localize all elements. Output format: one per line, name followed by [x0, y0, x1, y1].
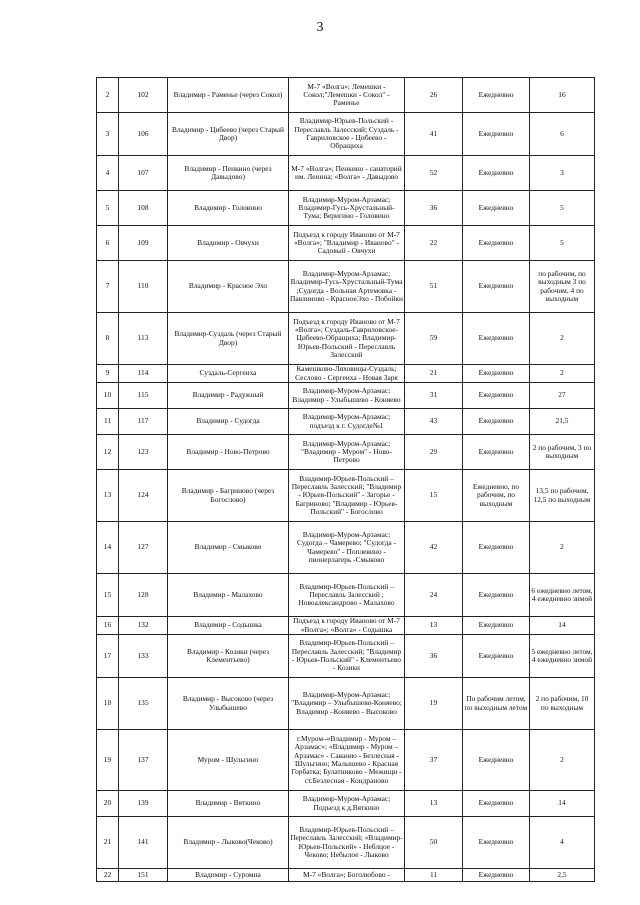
cell-length: 41 [405, 113, 463, 156]
cell-route-path: Владимир-Муром-Арзамас; "Владимир - Муром" - Ново-Петрово [289, 435, 405, 470]
cell-route-path: Владимир-Муром-Арзамас; Владимир - Улыбышево - Коняево [289, 383, 405, 409]
cell-route-name: Владимир - Суромна [168, 869, 289, 882]
cell-route-name: Владимир - Козики (через Клементьево) [168, 635, 289, 678]
cell-schedule: Ежедневно [463, 365, 530, 383]
cell-trips: 21,5 [530, 409, 595, 435]
cell-route-path: Владимир-Муром-Арзамас; Владимир-Гусь-Хрустальный-Тума ;Судогда - Вольная Артемовка - Павлиново - КрасноеЭхо - Побойки [289, 261, 405, 313]
cell-number: 10 [97, 383, 119, 409]
table-row [97, 113, 595, 156]
cell-route-path: М-7 «Волга»; Боголюбово - [289, 869, 405, 882]
cell-number: 19 [97, 730, 119, 791]
table-row [97, 261, 595, 313]
cell-trips: 2,5 [530, 869, 595, 882]
cell-trips: 14 [530, 791, 595, 817]
cell-number: 17 [97, 635, 119, 678]
cell-route-number: 151 [119, 869, 168, 882]
cell-schedule: Ежедневно [463, 191, 530, 226]
cell-length: 59 [405, 313, 463, 365]
cell-route-path: Владимир-Муром-Арзамас; Владимир-Гусь-Хрустальный-Тума; Веригино - Головино [289, 191, 405, 226]
cell-length: 43 [405, 409, 463, 435]
cell-route-name: Муром - Шульгино [168, 730, 289, 791]
cell-route-name: Владимир - Лыково(Чеково) [168, 817, 289, 869]
cell-trips: 27 [530, 383, 595, 409]
cell-length: 24 [405, 574, 463, 617]
cell-route-number: 127 [119, 522, 168, 574]
cell-route-number: 107 [119, 156, 168, 191]
cell-number: 9 [97, 365, 119, 383]
cell-route-name: Владимир - Пенкино (через Давыдово) [168, 156, 289, 191]
cell-length: 31 [405, 383, 463, 409]
table-row [97, 730, 595, 791]
table-row [97, 191, 595, 226]
cell-trips: по рабочим, по выходным 3 по рабочим, 4 по выходным [530, 261, 595, 313]
cell-route-path: Камешково-Ляховицы-Суздаль; Сеслово - Сергеиха - Новая Заря [289, 365, 405, 383]
cell-length: 13 [405, 791, 463, 817]
cell-number: 21 [97, 817, 119, 869]
table-row [97, 635, 595, 678]
cell-route-name: Владимир - Вяткино [168, 791, 289, 817]
cell-length: 19 [405, 678, 463, 730]
cell-schedule: Ежедневно [463, 791, 530, 817]
cell-route-number: 132 [119, 617, 168, 635]
cell-number: 18 [97, 678, 119, 730]
cell-trips: 2 по рабочим, 3 по выходным [530, 435, 595, 470]
table-row [97, 78, 595, 113]
table-row [97, 409, 595, 435]
cell-trips: 2 [530, 522, 595, 574]
cell-route-name: Суздаль-Сергеиха [168, 365, 289, 383]
cell-trips: 5 ежедневно летом, 4 ежедневно зимой [530, 635, 595, 678]
cell-route-number: 139 [119, 791, 168, 817]
page-number: 3 [316, 20, 324, 35]
cell-length: 15 [405, 470, 463, 522]
cell-number: 6 [97, 226, 119, 261]
cell-route-path: Подъезд к городу Иваново от М-7 «Волга»; "Владимир - Иваново" - Садовый - Овчухи [289, 226, 405, 261]
cell-trips: 4 [530, 817, 595, 869]
cell-trips: 3 [530, 156, 595, 191]
routes-table-body [97, 78, 595, 882]
cell-length: 42 [405, 522, 463, 574]
table-row [97, 791, 595, 817]
cell-trips: 2 [530, 313, 595, 365]
cell-route-name: Владимир - Красное Эхо [168, 261, 289, 313]
cell-number: 14 [97, 522, 119, 574]
cell-route-number: 124 [119, 470, 168, 522]
cell-route-name: Владимир - Овчухи [168, 226, 289, 261]
table-row [97, 365, 595, 383]
cell-length: 36 [405, 191, 463, 226]
table-row [97, 574, 595, 617]
table-row [97, 678, 595, 730]
cell-trips: 13,5 по рабочим, 12,5 по выходным [530, 470, 595, 522]
cell-length: 21 [405, 365, 463, 383]
cell-length: 22 [405, 226, 463, 261]
cell-number: 3 [97, 113, 119, 156]
cell-route-path: Владимир-Юрьев-Польский – Переславль Залесский; "Владимир - Юрьев-Польский" - Загорье - Багриново; "Владимир - Юрьев-Польский" - Богослово [289, 470, 405, 522]
cell-route-number: 114 [119, 365, 168, 383]
cell-trips: 14 [530, 617, 595, 635]
table-row [97, 617, 595, 635]
cell-trips: 2 по рабочим, 10 по выходным [530, 678, 595, 730]
cell-route-name: Владимир - Содышка [168, 617, 289, 635]
cell-route-path: Подъезд к городу Иваново от М-7 «Волга»; Суздаль-Гавриловское-Цибеево-Обращиха; Владимир-Юрьев-Польский - Переславль Залесский [289, 313, 405, 365]
cell-route-number: 141 [119, 817, 168, 869]
cell-schedule: Ежедневно [463, 261, 530, 313]
cell-schedule: Ежедневно [463, 635, 530, 678]
table-row [97, 383, 595, 409]
cell-schedule: Ежедневно, по рабочим, по выходным [463, 470, 530, 522]
cell-route-name: Владимир - Судогда [168, 409, 289, 435]
cell-schedule: По рабочим летом, по выходным летом [463, 678, 530, 730]
cell-route-name: Владимир - Малахово [168, 574, 289, 617]
cell-route-name: Владимир - Ново-Петрово [168, 435, 289, 470]
cell-route-number: 109 [119, 226, 168, 261]
cell-trips: 5 [530, 191, 595, 226]
cell-number: 20 [97, 791, 119, 817]
cell-length: 37 [405, 730, 463, 791]
cell-route-number: 110 [119, 261, 168, 313]
cell-route-number: 133 [119, 635, 168, 678]
cell-route-number: 117 [119, 409, 168, 435]
cell-schedule: Ежедневно [463, 435, 530, 470]
cell-length: 51 [405, 261, 463, 313]
cell-trips: 6 ежедневно летом, 4 ежедневно зимой [530, 574, 595, 617]
cell-length: 36 [405, 635, 463, 678]
cell-number: 11 [97, 409, 119, 435]
cell-schedule: Ежедневно [463, 313, 530, 365]
cell-route-name: Владимир - Багриново (через Богослово) [168, 470, 289, 522]
cell-route-path: Владимир-Муром-Арзамас; "Владимир – Улыбышево-Коняево; Владимир –Коняево - Высоково [289, 678, 405, 730]
cell-route-name: Владимир - Цибеево (через Старый Двор) [168, 113, 289, 156]
cell-trips: 16 [530, 78, 595, 113]
cell-route-number: 106 [119, 113, 168, 156]
cell-route-path: Владимир-Юрьев-Польский – Переславль Залесский; «Владимир-Юрьев-Польский» - Неблцое - Чеково; Небылое - Лыково [289, 817, 405, 869]
cell-trips: 5 [530, 226, 595, 261]
cell-route-number: 113 [119, 313, 168, 365]
cell-schedule: Ежедневно [463, 617, 530, 635]
cell-route-name: Владимир - Радужный [168, 383, 289, 409]
cell-trips: 2 [530, 730, 595, 791]
cell-route-name: Владимир - Головино [168, 191, 289, 226]
cell-schedule: Ежедневно [463, 409, 530, 435]
table-row [97, 435, 595, 470]
cell-number: 12 [97, 435, 119, 470]
cell-route-number: 108 [119, 191, 168, 226]
cell-trips: 6 [530, 113, 595, 156]
cell-number: 5 [97, 191, 119, 226]
cell-number: 8 [97, 313, 119, 365]
cell-number: 16 [97, 617, 119, 635]
cell-number: 4 [97, 156, 119, 191]
cell-number: 22 [97, 869, 119, 882]
cell-schedule: Ежедневно [463, 156, 530, 191]
cell-route-number: 115 [119, 383, 168, 409]
table-row [97, 226, 595, 261]
cell-length: 50 [405, 817, 463, 869]
cell-number: 13 [97, 470, 119, 522]
cell-length: 13 [405, 617, 463, 635]
cell-number: 2 [97, 78, 119, 113]
cell-length: 26 [405, 78, 463, 113]
cell-route-path: Владимир-Муром-Арзамас; Подъезд к д.Вяткино [289, 791, 405, 817]
cell-route-path: Подъезд к городу Иваново от М-7 «Волга»; «Волга» - Содышка [289, 617, 405, 635]
cell-schedule: Ежедневно [463, 730, 530, 791]
cell-schedule: Ежедневно [463, 869, 530, 882]
cell-schedule: Ежедневно [463, 817, 530, 869]
cell-route-number: 137 [119, 730, 168, 791]
cell-route-name: Владимир - Смыково [168, 522, 289, 574]
cell-route-path: Владимир-Муром-Арзамас; Судогда – Чамерево; "Судогда - Чамерево" - Поплевино - пионерлагерь -Смыково [289, 522, 405, 574]
table-row [97, 313, 595, 365]
routes-table [96, 77, 595, 882]
cell-route-name: Владимир-Суздаль (через Старый Двор) [168, 313, 289, 365]
cell-schedule: Ежедневно [463, 226, 530, 261]
cell-route-name: Владимир - Раменье (через Сокол) [168, 78, 289, 113]
cell-number: 15 [97, 574, 119, 617]
cell-route-number: 102 [119, 78, 168, 113]
cell-route-path: М-7 «Волга»; Лемешки - Сокол;"Лемешки - Сокол" - Раменье [289, 78, 405, 113]
cell-route-path: Владимир-Муром-Арзамас; подъезд к г. Судогде№1 [289, 409, 405, 435]
cell-route-path: М-7 «Волга»; Пенкино - санаторий им. Ленина; «Волга» - Давыдово [289, 156, 405, 191]
table-row [97, 156, 595, 191]
table-row [97, 522, 595, 574]
table-row [97, 869, 595, 882]
cell-schedule: Ежедневно [463, 522, 530, 574]
cell-length: 52 [405, 156, 463, 191]
cell-length: 29 [405, 435, 463, 470]
cell-route-number: 128 [119, 574, 168, 617]
cell-route-path: г.Муром–«Владимир - Муром – Арзамас»; «Владимир - Муром – Арзамас» - Саванио - Безлесная - Шульгино; Малышево - Красная Горбатка; Булатниково - Межищи - ст.Безлесная - Кондраново [289, 730, 405, 791]
cell-route-path: Владимир-Юрьев-Польский – Переславль Залесский ; Новоалександрово - Малахово [289, 574, 405, 617]
cell-route-name: Владимир - Высоково (через Улыбышево [168, 678, 289, 730]
cell-route-path: Владимир-Юрьев-Польский - Переславль Залесский; Суздаль - Гавриловское - Цибеево - Обращиха [289, 113, 405, 156]
cell-schedule: Ежедневно [463, 78, 530, 113]
cell-schedule: Ежедневно [463, 574, 530, 617]
cell-trips: 2 [530, 365, 595, 383]
cell-schedule: Ежедневно [463, 113, 530, 156]
cell-route-number: 135 [119, 678, 168, 730]
cell-length: 11 [405, 869, 463, 882]
cell-route-path: Владимир-Юрьев-Польский – Переславль Залесский; "Владимир - Юрьев-Польский" - Клементьево - Козики [289, 635, 405, 678]
cell-route-number: 123 [119, 435, 168, 470]
table-row [97, 470, 595, 522]
cell-number: 7 [97, 261, 119, 313]
table-row [97, 817, 595, 869]
cell-schedule: Ежедневно [463, 383, 530, 409]
